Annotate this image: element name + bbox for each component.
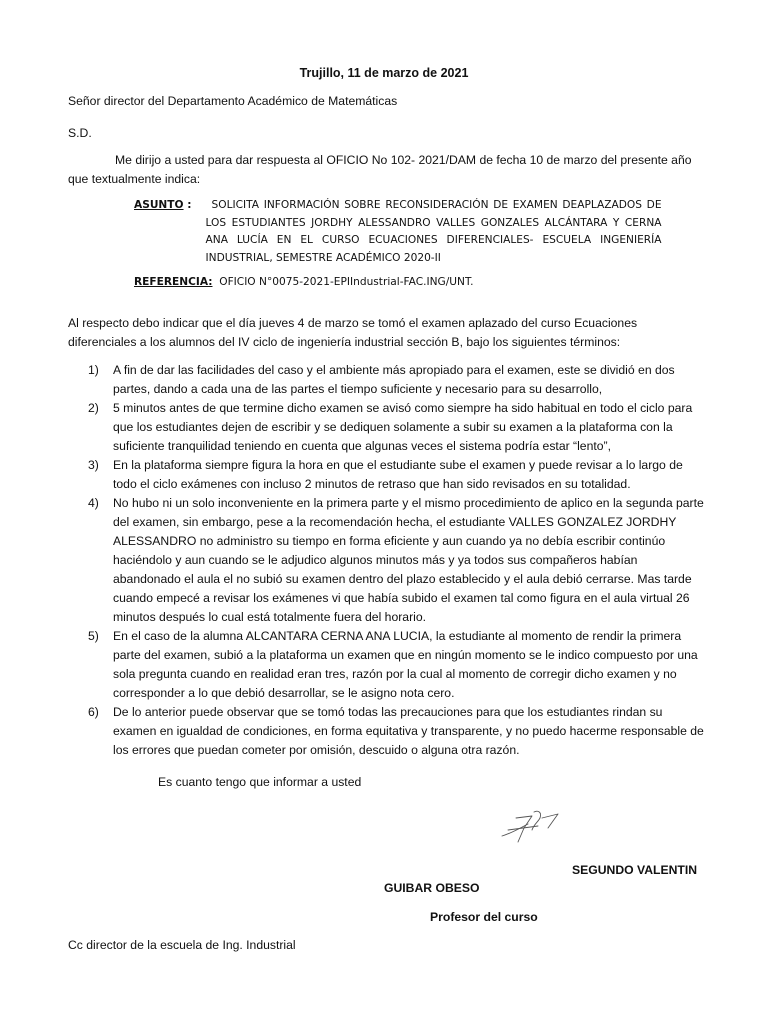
list-item-number: 6): [88, 705, 99, 719]
list-item: [68, 627, 708, 703]
recipient-line: Señor director del Departamento Académico de Matemáticas: [68, 94, 398, 108]
reference-text: OFICIO N°0075-2021-EPIIndustrial-FAC.ING/UNT.: [219, 276, 474, 288]
list-item-text: No hubo ni un solo inconveniente en la primera parte y el mismo procedimiento de aplico en la segunda parte del examen, sin embargo, pese a la recomendación hecha, el estudiante VALLES GONZALEZ JORDHY ALESSANDRO no administro su tiempo en forma eficiente y aun cuando ya no debía escribir continúo haciéndolo y aun cuando se le adjudico algunos minutos más y ya todos sus compañeros habían abandonado el aula el no subió su examen dentro del plazo establecido y el aula debió cerrarse. Mas tarde cuando empecé a revisar los exámenes vi que había subido el examen tal como figura en el aula virtual 26 minutos después lo cual está totalmente fuera del horario.: [113, 496, 704, 624]
salutation-sd: S.D.: [68, 126, 92, 140]
list-item-text: De lo anterior puede observar que se tomó todas las precauciones para que los estudiantes rindan su examen en igualdad de condiciones, en forma equitativa y transparente, y no puedo hacerme responsable de los errores que puedan cometer por omisión, descuido o alguna otra razón.: [113, 705, 704, 757]
subject-block: [134, 197, 662, 267]
list-item: [68, 456, 708, 494]
terms-list: [68, 361, 708, 760]
cc-line: Cc director de la escuela de Ing. Industrial: [68, 938, 296, 952]
list-item: [68, 399, 708, 456]
closing-line: Es cuanto tengo que informar a usted: [158, 775, 362, 789]
subject-label: ASUNTO: [134, 199, 184, 211]
subject-text: SOLICITA INFORMACIÓN SOBRE RECONSIDERACIÓN DE EXAMEN DEAPLAZADOS DE LOS ESTUDIANTES JORDHY ALESSANDRO VALLES GONZALES ALCÁNTARA Y CERNA ANA LUCÍA EN EL CURSO ECUACIONES DIFERENCIALES- ESCUELA INGENIERÍA INDUSTRIAL, SEMESTRE ACADÉMICO 2020-II: [205, 199, 662, 264]
list-item-text: 5 minutos antes de que termine dicho examen se avisó como siempre ha sido habitual en todo el ciclo para que los estudiantes dejen de escribir y se dediquen solamente a subir su examen a la plataforma con la suficiente tranquilidad teniendo en cuenta que algunas veces el sistema podría estar “lento”,: [113, 401, 693, 453]
letter-date: Trujillo, 11 de marzo de 2021: [299, 66, 469, 80]
list-item: [68, 494, 708, 627]
list-item-number: 1): [88, 363, 99, 377]
handwritten-signature: [498, 806, 566, 848]
reference-label: REFERENCIA:: [134, 276, 213, 288]
list-item-number: 3): [88, 458, 99, 472]
body-paragraph: Al respecto debo indicar que el día jueves 4 de marzo se tomó el examen aplazado del curso Ecuaciones diferenciales a los alumnos del IV ciclo de ingeniería industrial sección B, bajo los siguientes términos:: [68, 316, 638, 349]
list-item-text: A fin de dar las facilidades del caso y el ambiente más apropiado para el examen, este se dividió en dos partes, dando a cada una de las partes el tiempo suficiente y necesario para su desarrollo,: [113, 363, 675, 396]
list-item-number: 2): [88, 401, 99, 415]
list-item: [68, 361, 708, 399]
list-item-number: 4): [88, 496, 99, 510]
reference-block: [134, 276, 474, 288]
signer-role: Profesor del curso: [430, 910, 538, 924]
signer-name-line1: SEGUNDO VALENTIN: [572, 863, 698, 877]
list-item-text: En el caso de la alumna ALCANTARA CERNA ANA LUCIA, la estudiante al momento de rendir la primera parte del examen, subió a la plataforma un examen que en ningún momento se le indico compuesto por una sola pregunta cuando en realidad eran tres, razón por la cual al momento de corregir dicho examen y no corresponder a lo que debió desarrollar, se le asigno nota cero.: [113, 629, 698, 700]
signer-name-line2: GUIBAR OBESO: [384, 881, 480, 895]
list-item-text: En la plataforma siempre figura la hora en que el estudiante sube el examen y puede revisar a lo largo de todo el ciclo exámenes con incluso 2 minutos de retraso que han sido revisados en su totalidad.: [113, 458, 683, 491]
list-item: [68, 703, 708, 760]
list-item-number: 5): [88, 629, 99, 643]
subject-colon: :: [187, 199, 192, 211]
intro-paragraph: Me dirijo a usted para dar respuesta al OFICIO No 102- 2021/DAM de fecha 10 de marzo del presente año que textualmente indica:: [68, 153, 692, 186]
